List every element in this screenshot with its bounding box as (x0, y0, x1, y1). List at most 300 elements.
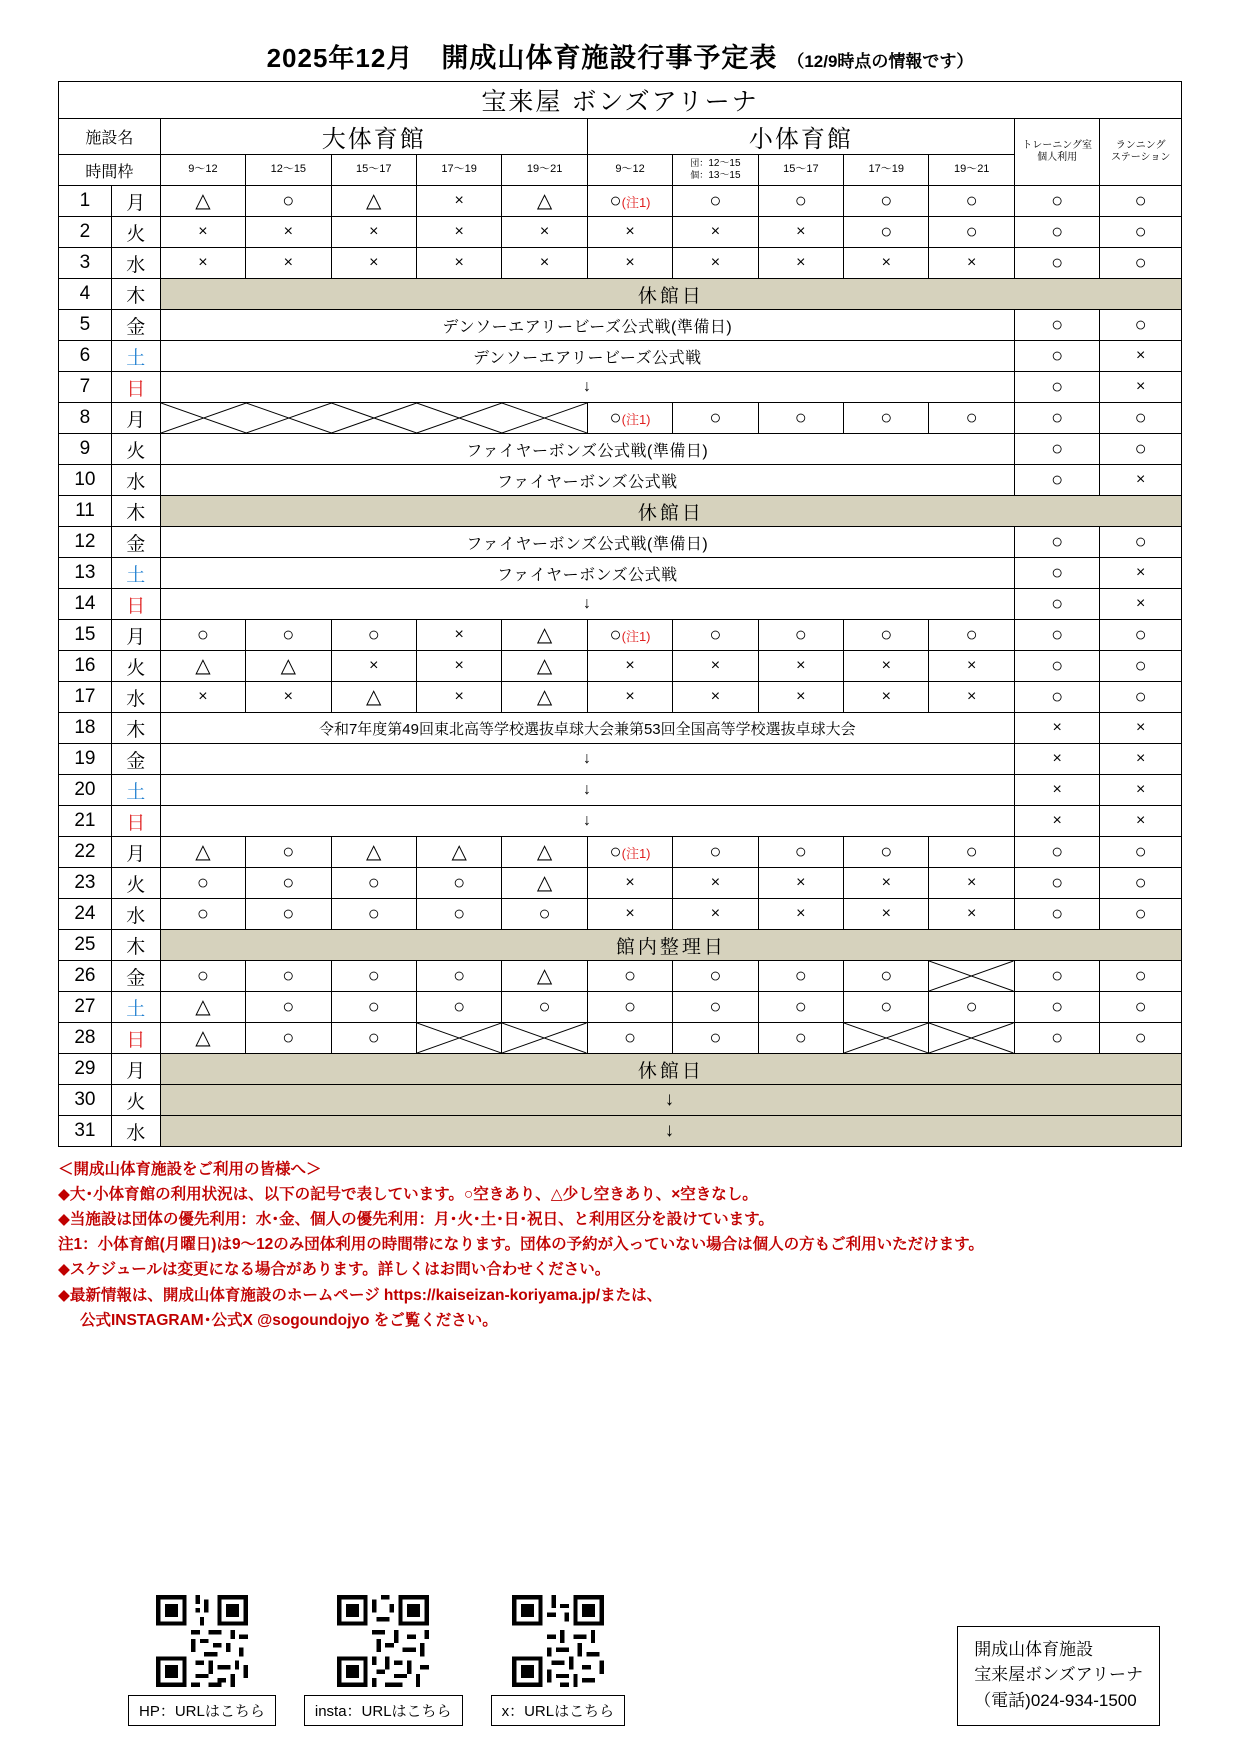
table-row (59, 1054, 1182, 1085)
row-big-cell-3: ○ (416, 899, 501, 930)
table-row (59, 837, 1182, 868)
row-day-name: 日 (111, 372, 160, 403)
row-training-cell: ○ (1014, 651, 1099, 682)
row-closed-label: 休館日 (160, 1054, 1181, 1085)
row-big-cell-2: △ (331, 186, 416, 217)
row-small-cell-2: ○ (758, 1023, 843, 1054)
row-day-number: 15 (59, 620, 112, 651)
row-day-number: 4 (59, 279, 112, 310)
table-row (59, 279, 1182, 310)
slot-header: 時間枠 (59, 155, 161, 186)
row-small-cell-1: ○ (673, 837, 758, 868)
row-day-number: 11 (59, 496, 112, 527)
row-training-cell: ○ (1014, 403, 1099, 434)
row-big-cell-1: ○ (246, 620, 331, 651)
row-day-number: 26 (59, 961, 112, 992)
title-note: （12/9時点の情報です） (787, 52, 974, 71)
row-small-cell-4: ○ (929, 217, 1014, 248)
table-row (59, 310, 1182, 341)
row-small-cell-2: × (758, 899, 843, 930)
row-day-name: 木 (111, 279, 160, 310)
row-small-cell-1: ○ (673, 992, 758, 1023)
row-small-cell-4 (929, 1023, 1014, 1054)
row-day-number: 19 (59, 744, 112, 775)
row-big-cell-1: ○ (246, 186, 331, 217)
footnote-head: ＜開成山体育施設をご利用の皆様へ＞ (58, 1161, 322, 1178)
row-day-number: 5 (59, 310, 112, 341)
row-running-cell: ○ (1100, 186, 1182, 217)
row-big-cell-1: ○ (246, 899, 331, 930)
row-running-cell: × (1100, 341, 1182, 372)
row-small-cell-3: × (844, 868, 929, 899)
row-running-cell: ○ (1100, 310, 1182, 341)
running-station-header: ランニング ステーション (1100, 119, 1182, 186)
qr-item-hp[interactable] (128, 1595, 276, 1726)
row-small-cell-3: ○ (844, 620, 929, 651)
table-row (59, 248, 1182, 279)
row-big-cell-0: △ (160, 1023, 245, 1054)
qr-area (128, 1595, 625, 1726)
row-closed-label: 休館日 (160, 496, 1181, 527)
row-small-cell-1: × (673, 682, 758, 713)
row-small-cell-4: × (929, 682, 1014, 713)
row-big-cell-0: × (160, 682, 245, 713)
row-big-cell-4: △ (502, 837, 587, 868)
row-day-number: 22 (59, 837, 112, 868)
row-running-cell: ○ (1100, 992, 1182, 1023)
big-slot-3: 17～19 (416, 155, 501, 186)
row-day-name: 水 (111, 682, 160, 713)
row-event-label: デンソーエアリービーズ公式戦(準備日) (160, 310, 1014, 341)
row-event-label: ↓ (160, 372, 1014, 403)
row-running-cell: ○ (1100, 403, 1182, 434)
row-running-cell: ○ (1100, 961, 1182, 992)
row-day-number: 7 (59, 372, 112, 403)
row-small-cell-2: ○ (758, 620, 843, 651)
row-small-cell-1: ○ (673, 1023, 758, 1054)
row-small-cell-2: × (758, 868, 843, 899)
row-day-number: 29 (59, 1054, 112, 1085)
schedule-table (58, 81, 1182, 1147)
table-row (59, 682, 1182, 713)
table-row (59, 1085, 1182, 1116)
table-row (59, 217, 1182, 248)
big-slot-0: 9～12 (160, 155, 245, 186)
row-big-cell-1: ○ (246, 837, 331, 868)
row-small-cell-0: × (587, 682, 672, 713)
row-small-cell-1: × (673, 248, 758, 279)
row-big-cell-1: ○ (246, 992, 331, 1023)
table-row (59, 403, 1182, 434)
row-closed-label: ↓ (160, 1116, 1181, 1147)
row-day-number: 14 (59, 589, 112, 620)
row-training-cell: ○ (1014, 372, 1099, 403)
row-big-cell-3: ○ (416, 961, 501, 992)
row-day-name: 火 (111, 868, 160, 899)
row-big-cell-3: △ (416, 837, 501, 868)
row-big-cell-4: △ (502, 682, 587, 713)
row-big-cell-3: × (416, 682, 501, 713)
table-row (59, 558, 1182, 589)
row-day-name: 金 (111, 527, 160, 558)
row-training-cell: ○ (1014, 310, 1099, 341)
big-slot-1: 12～15 (246, 155, 331, 186)
row-event-label: ↓ (160, 744, 1014, 775)
row-running-cell: ○ (1100, 527, 1182, 558)
row-big-cell-3: ○ (416, 868, 501, 899)
row-day-number: 6 (59, 341, 112, 372)
row-day-number: 3 (59, 248, 112, 279)
row-big-cell-2: ○ (331, 899, 416, 930)
row-big-cell-2: ○ (331, 1023, 416, 1054)
row-small-cell-1: ○ (673, 620, 758, 651)
row-big-cell-3: × (416, 217, 501, 248)
row-day-number: 23 (59, 868, 112, 899)
row-small-cell-4 (929, 961, 1014, 992)
row-running-cell: ○ (1100, 868, 1182, 899)
row-running-cell: × (1100, 558, 1182, 589)
row-small-cell-0: × (587, 651, 672, 682)
qr-code-x[interactable] (512, 1595, 604, 1687)
row-training-cell: ○ (1014, 527, 1099, 558)
row-day-name: 火 (111, 651, 160, 682)
row-big-cell-3: ○ (416, 992, 501, 1023)
row-small-cell-3: ○ (844, 403, 929, 434)
row-event-label: ↓ (160, 775, 1014, 806)
row-day-number: 9 (59, 434, 112, 465)
row-small-cell-4: × (929, 651, 1014, 682)
row-training-cell: × (1014, 744, 1099, 775)
table-row (59, 341, 1182, 372)
row-big-cell-0: △ (160, 651, 245, 682)
row-day-number: 13 (59, 558, 112, 589)
row-training-cell: ○ (1014, 837, 1099, 868)
row-running-cell: ○ (1100, 682, 1182, 713)
table-row (59, 1116, 1182, 1147)
row-day-name: 日 (111, 589, 160, 620)
row-day-number: 17 (59, 682, 112, 713)
table-row (59, 868, 1182, 899)
row-training-cell: ○ (1014, 558, 1099, 589)
qr-item-x[interactable] (491, 1595, 626, 1726)
row-event-label: ファイヤーボンズ公式戦 (160, 465, 1014, 496)
footnote-6: 公式INSTAGRAM･公式X @sogoundojyo をご覧ください。 (80, 1311, 498, 1329)
row-day-name: 日 (111, 806, 160, 837)
row-day-number: 12 (59, 527, 112, 558)
row-day-number: 8 (59, 403, 112, 434)
row-small-cell-3: × (844, 682, 929, 713)
row-day-number: 10 (59, 465, 112, 496)
footnote-2: ◆当施設は団体の優先利用：水･金、個人の優先利用：月･火･土･日･祝日、と利用区分を設けています。 (58, 1211, 774, 1229)
row-small-cell-4: × (929, 868, 1014, 899)
small-slot-0: 9～12 (587, 155, 672, 186)
row-big-cell-3: × (416, 620, 501, 651)
row-small-cell-0: ○(注1) (587, 403, 672, 434)
row-day-name: 火 (111, 217, 160, 248)
row-big-cell-2: ○ (331, 961, 416, 992)
row-big-cell-1: × (246, 248, 331, 279)
row-running-cell: ○ (1100, 1023, 1182, 1054)
row-big-cell-3: × (416, 248, 501, 279)
row-small-cell-0: × (587, 899, 672, 930)
row-small-cell-1: ○ (673, 186, 758, 217)
row-small-cell-0: ○(注1) (587, 837, 672, 868)
contact-line-3: （電話)024-934-1500 (974, 1690, 1137, 1710)
row-training-cell: ○ (1014, 341, 1099, 372)
row-running-cell: × (1100, 372, 1182, 403)
row-big-cell-4: × (502, 217, 587, 248)
row-closed-label: 休館日 (160, 279, 1181, 310)
row-big-cell-4: ○ (502, 899, 587, 930)
row-training-cell: ○ (1014, 868, 1099, 899)
qr-caption-instagram: insta：URLはこちら (304, 1695, 463, 1726)
row-day-name: 土 (111, 341, 160, 372)
table-row (59, 186, 1182, 217)
row-training-cell: ○ (1014, 620, 1099, 651)
row-small-cell-2: × (758, 248, 843, 279)
row-big-cell-4: △ (502, 651, 587, 682)
table-row (59, 527, 1182, 558)
row-big-cell-4: △ (502, 961, 587, 992)
row-day-name: 金 (111, 744, 160, 775)
row-small-cell-3: ○ (844, 837, 929, 868)
row-running-cell: × (1100, 589, 1182, 620)
row-small-cell-1: ○ (673, 961, 758, 992)
title-year-month: 2025年12月 (266, 43, 414, 73)
row-big-cell-2: △ (331, 682, 416, 713)
row-day-name: 水 (111, 1116, 160, 1147)
row-small-cell-1: × (673, 868, 758, 899)
row-event-label: ファイヤーボンズ公式戦 (160, 558, 1014, 589)
big-slot-4: 19～21 (502, 155, 587, 186)
table-row (59, 651, 1182, 682)
row-day-name: 土 (111, 558, 160, 589)
row-big-cell-2: ○ (331, 868, 416, 899)
row-small-cell-1: × (673, 899, 758, 930)
table-row (59, 713, 1182, 744)
contact-box (957, 1626, 1160, 1727)
row-day-name: 月 (111, 186, 160, 217)
table-row (59, 496, 1182, 527)
table-row (59, 961, 1182, 992)
row-event-label: ↓ (160, 806, 1014, 837)
row-day-name: 月 (111, 1054, 160, 1085)
qr-code-hp[interactable] (156, 1595, 248, 1687)
footnote-5: ◆最新情報は、開成山体育施設のホームページ https://kaiseizan-koriyama.jp/または、 (58, 1286, 663, 1304)
row-day-number: 30 (59, 1085, 112, 1116)
row-big-cell-2: △ (331, 837, 416, 868)
table-row (59, 992, 1182, 1023)
row-big-cell-4: △ (502, 620, 587, 651)
row-day-name: 水 (111, 248, 160, 279)
row-running-cell: ○ (1100, 899, 1182, 930)
row-small-cell-4: ○ (929, 620, 1014, 651)
row-big-cell-4: ○ (502, 992, 587, 1023)
footnotes (58, 1157, 1182, 1333)
row-small-cell-4: ○ (929, 403, 1014, 434)
row-small-cell-0: ○ (587, 1023, 672, 1054)
table-row (59, 806, 1182, 837)
facility-header: 施設名 (59, 119, 161, 155)
table-row (59, 775, 1182, 806)
row-training-cell: ○ (1014, 961, 1099, 992)
row-small-cell-4: ○ (929, 837, 1014, 868)
row-day-number: 1 (59, 186, 112, 217)
table-row (59, 899, 1182, 930)
row-day-name: 木 (111, 713, 160, 744)
row-small-cell-3: × (844, 899, 929, 930)
row-day-number: 16 (59, 651, 112, 682)
row-day-name: 水 (111, 465, 160, 496)
row-small-cell-0: × (587, 217, 672, 248)
row-small-cell-2: × (758, 217, 843, 248)
row-small-cell-4: ○ (929, 186, 1014, 217)
row-small-cell-2: ○ (758, 961, 843, 992)
small-slot-3: 17～19 (844, 155, 929, 186)
row-small-cell-1: × (673, 217, 758, 248)
table-row (59, 434, 1182, 465)
row-day-number: 31 (59, 1116, 112, 1147)
row-day-name: 土 (111, 775, 160, 806)
row-day-name: 月 (111, 620, 160, 651)
title-main: 開成山体育施設行事予定表 (441, 43, 778, 73)
row-day-number: 25 (59, 930, 112, 961)
row-day-name: 月 (111, 403, 160, 434)
row-big-cell-2: × (331, 217, 416, 248)
row-event-label: ↓ (160, 589, 1014, 620)
row-big-cell-4: × (502, 248, 587, 279)
contact-line-1: 開成山体育施設 (974, 1639, 1094, 1659)
qr-item-instagram[interactable] (304, 1595, 463, 1726)
row-small-cell-0: ○ (587, 992, 672, 1023)
row-small-cell-2: ○ (758, 403, 843, 434)
row-day-name: 日 (111, 1023, 160, 1054)
row-small-cell-1: × (673, 651, 758, 682)
row-big-cell-4 (502, 1023, 587, 1054)
row-training-cell: × (1014, 775, 1099, 806)
row-training-cell: ○ (1014, 992, 1099, 1023)
table-row (59, 372, 1182, 403)
row-small-cell-3 (844, 1023, 929, 1054)
row-day-name: 木 (111, 496, 160, 527)
row-small-cell-0: ○ (587, 961, 672, 992)
row-big-cell-3: × (416, 186, 501, 217)
row-day-name: 火 (111, 434, 160, 465)
row-big-cell-2: × (331, 248, 416, 279)
row-day-number: 20 (59, 775, 112, 806)
row-day-number: 24 (59, 899, 112, 930)
training-room-header: トレーニング室 個人利用 (1014, 119, 1099, 186)
row-event-label: ファイヤーボンズ公式戦(準備日) (160, 434, 1014, 465)
row-big-cell-3: × (416, 651, 501, 682)
small-slot-4: 19～21 (929, 155, 1014, 186)
small-slot-1: 団：12～15 個：13～15 (673, 155, 758, 186)
table-row (59, 1023, 1182, 1054)
row-big-cell-2: × (331, 651, 416, 682)
footnote-3: 注1：小体育館(月曜日)は9～12のみ団体利用の時間帯になります。団体の予約が入っていない場合は個人の方もご利用いただけます。 (58, 1236, 984, 1254)
row-big-cell-1: × (246, 682, 331, 713)
row-running-cell: × (1100, 465, 1182, 496)
row-small-cell-0: × (587, 868, 672, 899)
row-small-cell-3: ○ (844, 186, 929, 217)
row-big-cell-1: ○ (246, 868, 331, 899)
row-big-cell-2: ○ (331, 620, 416, 651)
row-small-cell-3: ○ (844, 961, 929, 992)
row-closed-label: ↓ (160, 1085, 1181, 1116)
row-small-cell-2: × (758, 651, 843, 682)
row-big-cell-2: ○ (331, 992, 416, 1023)
row-running-cell: ○ (1100, 217, 1182, 248)
row-small-cell-0: × (587, 248, 672, 279)
big-slot-2: 15～17 (331, 155, 416, 186)
row-big-cell-0: ○ (160, 868, 245, 899)
row-running-cell: × (1100, 713, 1182, 744)
row-small-cell-3: ○ (844, 217, 929, 248)
row-big-cell-0: ○ (160, 899, 245, 930)
row-small-cell-3: × (844, 651, 929, 682)
big-hall-header: 大体育館 (160, 119, 587, 155)
bottom-area (58, 1595, 1182, 1726)
row-big-cell-0: △ (160, 186, 245, 217)
row-day-number: 21 (59, 806, 112, 837)
row-event-label: デンソーエアリービーズ公式戦 (160, 341, 1014, 372)
footnote-4: ◆スケジュールは変更になる場合があります。詳しくはお問い合わせください。 (58, 1261, 611, 1279)
row-day-number: 27 (59, 992, 112, 1023)
row-running-cell: × (1100, 744, 1182, 775)
row-big-cell-0: △ (160, 837, 245, 868)
row-day-name: 土 (111, 992, 160, 1023)
row-small-cell-2: × (758, 682, 843, 713)
row-big-cell-3 (416, 1023, 501, 1054)
table-row (59, 620, 1182, 651)
row-day-name: 火 (111, 1085, 160, 1116)
contact-line-2: 宝来屋ボンズアリーナ (974, 1665, 1143, 1684)
row-big-hall-crossed (160, 403, 587, 434)
row-training-cell: × (1014, 713, 1099, 744)
row-big-cell-1: △ (246, 651, 331, 682)
row-small-cell-3: ○ (844, 992, 929, 1023)
row-closed-label: 館内整理日 (160, 930, 1181, 961)
row-big-cell-0: ○ (160, 961, 245, 992)
row-day-number: 2 (59, 217, 112, 248)
row-big-cell-1: × (246, 217, 331, 248)
table-row (59, 930, 1182, 961)
row-running-cell: ○ (1100, 651, 1182, 682)
row-day-name: 金 (111, 310, 160, 341)
row-small-cell-2: ○ (758, 837, 843, 868)
row-training-cell: ○ (1014, 682, 1099, 713)
row-training-cell: ○ (1014, 899, 1099, 930)
row-big-cell-4: △ (502, 868, 587, 899)
arena-name: 宝来屋 ボンズアリーナ (59, 82, 1182, 119)
row-small-cell-3: × (844, 248, 929, 279)
row-small-cell-4: × (929, 899, 1014, 930)
row-big-cell-0: × (160, 248, 245, 279)
row-running-cell: ○ (1100, 434, 1182, 465)
row-training-cell: × (1014, 806, 1099, 837)
row-big-cell-0: × (160, 217, 245, 248)
qr-caption-x: x：URLはこちら (491, 1695, 626, 1726)
qr-code-instagram[interactable] (337, 1595, 429, 1687)
row-training-cell: ○ (1014, 1023, 1099, 1054)
row-big-cell-1: ○ (246, 1023, 331, 1054)
row-day-number: 18 (59, 713, 112, 744)
row-day-name: 水 (111, 899, 160, 930)
row-running-cell: × (1100, 806, 1182, 837)
row-training-cell: ○ (1014, 186, 1099, 217)
qr-caption-hp: HP：URLはこちら (128, 1695, 276, 1726)
row-big-cell-1: ○ (246, 961, 331, 992)
